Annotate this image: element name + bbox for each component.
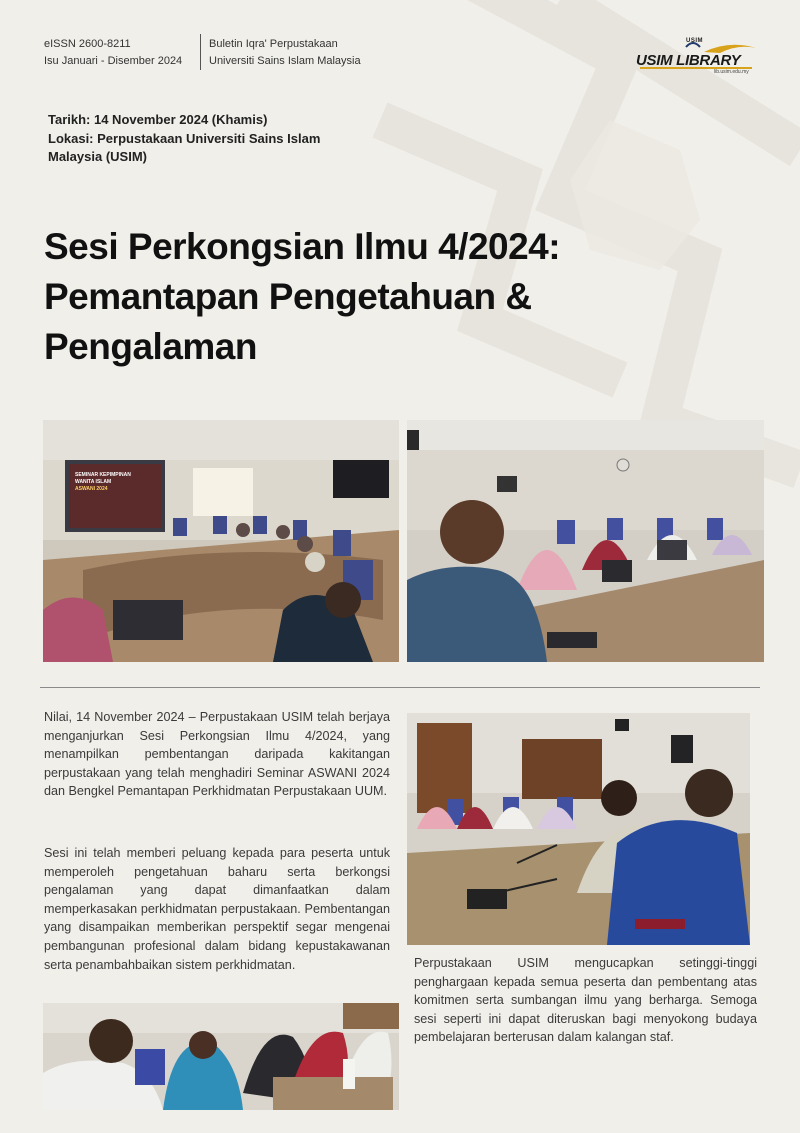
event-date: Tarikh: 14 November 2024 (Khamis) (48, 112, 268, 127)
header-divider (200, 34, 201, 70)
university-name: Universiti Sains Islam Malaysia (209, 55, 361, 67)
event-location: Lokasi: Perpustakaan Universiti Sains Islam Malaysia (USIM) (48, 130, 321, 164)
article-title (44, 222, 684, 372)
title-line-2: Pemantapan Pengetahuan & (44, 276, 532, 317)
bulletin-name: Buletin Iqra' Perpustakaan (209, 38, 338, 50)
title-line-3: Pengalaman (44, 326, 257, 367)
projector-screen-line-2: WANITA ISLAM (75, 479, 112, 485)
body-paragraph-3: Perpustakaan USIM mengucapkan setinggi-tinggi penghargaan kepada semua peserta dan pembentang atas komitmen serta sumbangan ilmu yang berharga. Semoga sesi seperti ini dapat diteruskan bagi menyokong budaya pembelajaran berterusan dalam kalangan staf. (414, 956, 757, 1045)
title-line-1: Sesi Perkongsian Ilmu 4/2024: (44, 226, 561, 267)
projector-screen-line-1: SEMINAR KEPIMPINAN (75, 472, 131, 478)
event-meta (48, 111, 368, 167)
photo-presenter-closeup (43, 1003, 399, 1110)
photo-participants-table (407, 713, 750, 945)
logo-main-text: USIM LIBRARY (636, 52, 741, 69)
issue-text: Isu Januari - Disember 2024 (44, 55, 183, 67)
issn-text: eISSN 2600-8211 (44, 38, 131, 50)
logo-top-text: USIM (686, 38, 703, 44)
body-paragraph-1: Nilai, 14 November 2024 – Perpustakaan USIM telah berjaya menganjurkan Sesi Perkongsian Ilmu 4/2024, yang menampilkan pembentangan daripada kakitangan perpustakaan yang telah menghadiri Seminar ASWANI 2024 dan Bengkel Pemantapan Perkhidmatan Perpustakaan UUM. (44, 710, 390, 799)
header-bulletin-block (209, 36, 361, 70)
logo-sub-text: lib.usim.edu.my (714, 69, 749, 75)
section-divider (40, 687, 760, 688)
projector-screen-line-3: ASWANI 2024 (75, 486, 108, 492)
photo-meeting-room-projector (43, 420, 399, 662)
usim-library-logo (634, 38, 758, 76)
body-paragraph-2: Sesi ini telah memberi peluang kepada para peserta untuk memperoleh pengetahuan baharu serta berkongsi pengalaman yang dapat dimanfaatkan dalam memperkasakan perkhidmatan perpustakaan. Pembentangan yang disampaikan memberikan perspektif segar mengenai pembangunan profesional dalam bidang kepustakawanan serta penambahbaikan sistem perkhidmatan. (44, 846, 390, 972)
header-issn-block (44, 36, 182, 70)
photo-meeting-attendees (407, 420, 764, 662)
